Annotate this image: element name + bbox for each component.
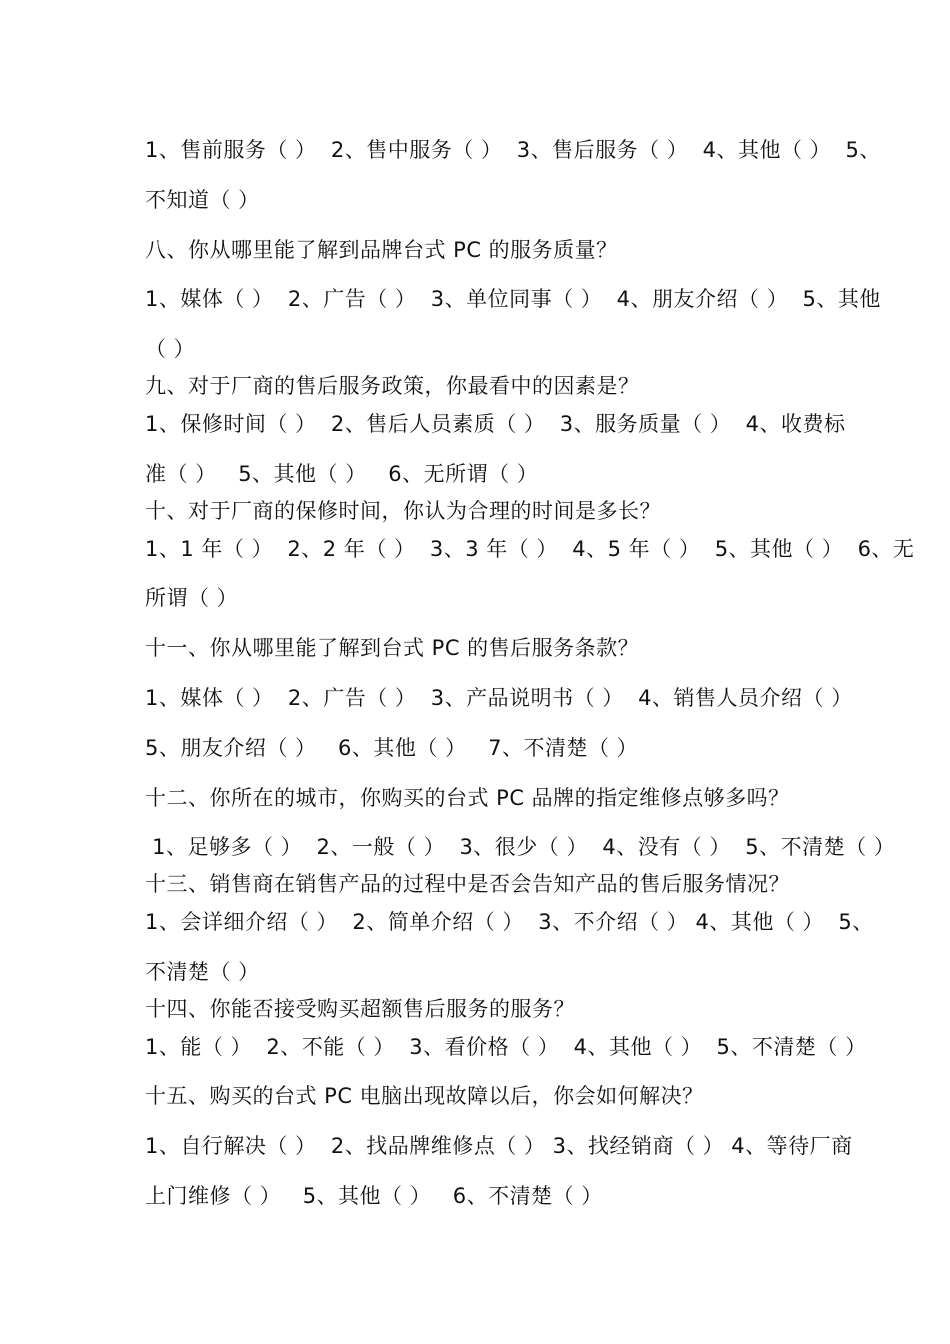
- question-7-options-line-2: 不知道（ ）: [145, 188, 260, 212]
- question-13-options-line-2: 不清楚（ ）: [145, 960, 260, 984]
- question-15-options-line-2: 上门维修（ ） 5、其他（ ） 6、不清楚（ ）: [145, 1184, 603, 1208]
- question-8-options-line-1: 1、媒体（ ） 2、广告（ ） 3、单位同事（ ） 4、朋友介绍（ ） 5、其他: [145, 287, 881, 311]
- question-10-title: 十、对于厂商的保修时间，你认为合理的时间是多长？: [145, 499, 661, 523]
- question-11-options-line-2: 5、朋友介绍（ ） 6、其他（ ） 7、不清楚（ ）: [145, 736, 639, 760]
- question-7-options-line-1: 1、售前服务（ ） 2、售中服务（ ） 3、售后服务（ ） 4、其他（ ） 5、: [145, 138, 881, 162]
- question-11-options-line-1: 1、媒体（ ） 2、广告（ ） 3、产品说明书（ ） 4、销售人员介绍（ ）: [145, 686, 853, 710]
- question-9-title: 九、对于厂商的售后服务政策，你最看中的因素是？: [145, 374, 640, 398]
- question-14-options: 1、能（ ） 2、不能（ ） 3、看价格（ ） 4、其他（ ） 5、不清楚（ ）: [145, 1035, 867, 1059]
- question-12-title: 十二、你所在的城市，你购买的台式 PC 品牌的指定维修点够多吗？: [145, 786, 790, 810]
- question-13-title: 十三、销售商在销售产品的过程中是否会告知产品的售后服务情况？: [145, 872, 790, 896]
- question-8-options-line-2: （ ）: [145, 337, 196, 361]
- question-15-options-line-1: 1、自行解决（ ） 2、找品牌维修点（ ） 3、找经销商（ ） 4、等待厂商: [145, 1134, 853, 1158]
- question-14-title: 十四、你能否接受购买超额售后服务的服务？: [145, 997, 575, 1021]
- question-12-options: 1、足够多（ ） 2、一般（ ） 3、很少（ ） 4、没有（ ） 5、不清楚（ ）: [145, 835, 896, 859]
- question-15-title: 十五、购买的台式 PC 电脑出现故障以后，你会如何解决？: [145, 1084, 704, 1108]
- question-8-title: 八、你从哪里能了解到品牌台式 PC 的服务质量？: [145, 238, 618, 262]
- question-9-options-line-2: 准（ ） 5、其他（ ） 6、无所谓（ ）: [145, 462, 539, 486]
- question-10-options-line-2: 所谓（ ）: [145, 586, 239, 610]
- question-13-options-line-1: 1、会详细介绍（ ） 2、简单介绍（ ） 3、不介绍（ ） 4、其他（ ） 5、: [145, 910, 874, 934]
- question-11-title: 十一、你从哪里能了解到台式 PC 的售后服务条款？: [145, 636, 640, 660]
- question-9-options-line-1: 1、保修时间（ ） 2、售后人员素质（ ） 3、服务质量（ ） 4、收费标: [145, 412, 846, 436]
- question-10-options-line-1: 1、1 年（ ） 2、2 年（ ） 3、3 年（ ） 4、5 年（ ） 5、其他（ ） 6、无: [145, 537, 915, 561]
